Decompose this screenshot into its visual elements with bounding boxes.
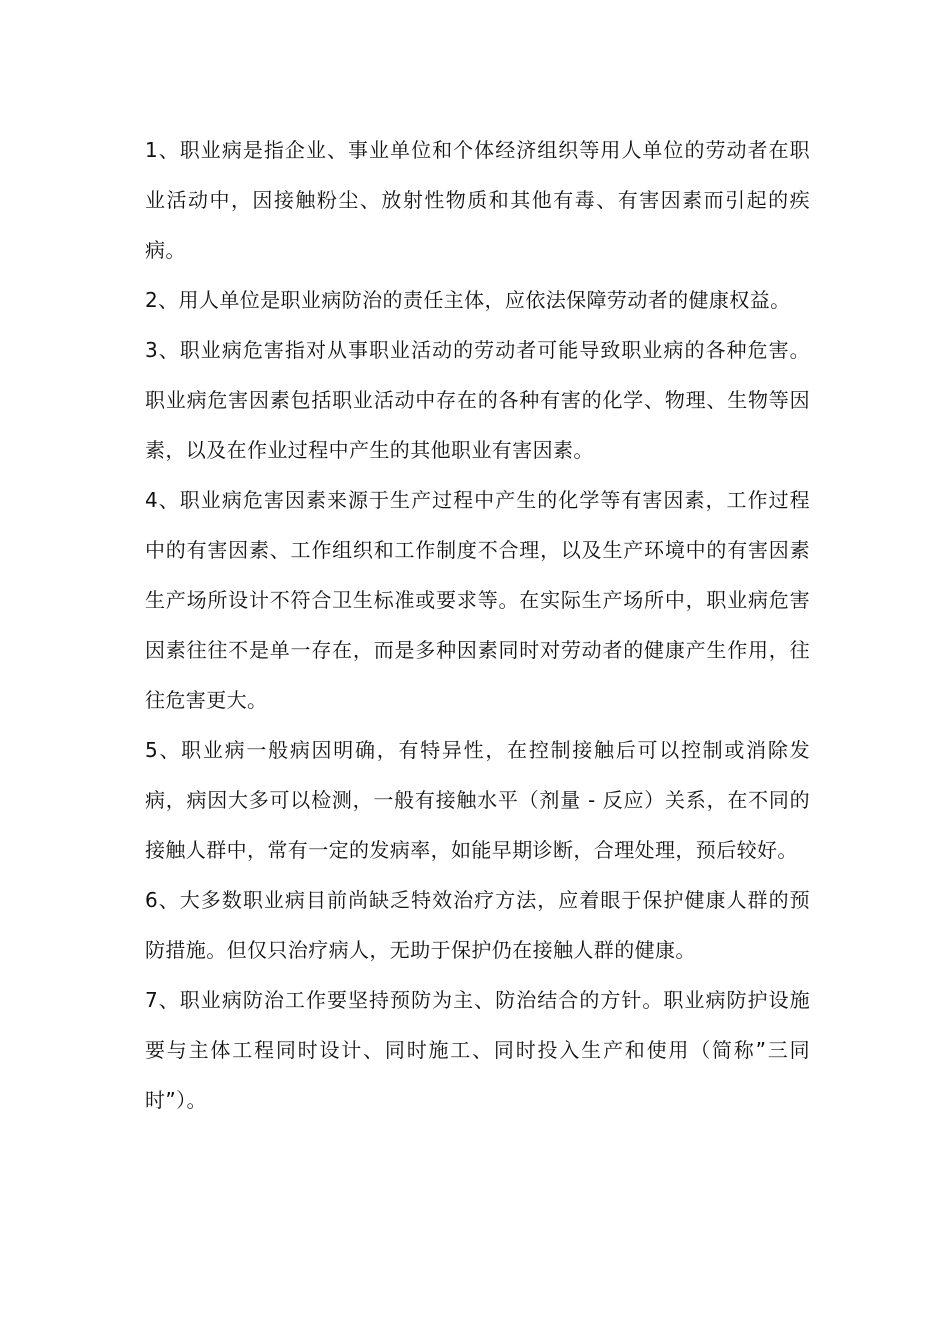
paragraph-4: 4、职业病危害因素来源于生产过程中产生的化学等有害因素，工作过程中的有害因素、工作组织和工作制度不合理，以及生产环境中的有害因素生产场所设计不符合卫生标准或要求等。在实际生产场所中，职业病危害因素往往不是单一存在，而是多种因素同时对劳动者的健康产生作用，往往危害更大。 [145,488,810,712]
paragraph-1: 1、职业病是指企业、事业单位和个体经济组织等用人单位的劳动者在职业活动中，因接触粉尘、放射性物质和其他有毒、有害因素而引起的疾病。 [145,138,810,262]
paragraph-6: 6、大多数职业病目前尚缺乏特效治疗方法，应着眼于保护健康人群的预防措施。但仅只治疗病人，无助于保护仍在接触人群的健康。 [145,888,810,962]
document-body [145,125,810,1125]
paragraph-7: 7、职业病防治工作要坚持预防为主、防治结合的方针。职业病防护设施要与主体工程同时设计、同时施工、同时投入生产和使用（简称”三同时”）。 [145,988,810,1112]
paragraph-5: 5、职业病一般病因明确，有特异性，在控制接触后可以控制或消除发病，病因大多可以检测，一般有接触水平（剂量 - 反应）关系，在不同的接触人群中，常有一定的发病率，如能早期诊断，合理处理，预后较好。 [145,738,810,862]
paragraph-3: 3、职业病危害指对从事职业活动的劳动者可能导致职业病的各种危害。职业病危害因素包括职业活动中存在的各种有害的化学、物理、生物等因素，以及在作业过程中产生的其他职业有害因素。 [145,338,810,462]
paragraph-2: 2、用人单位是职业病防治的责任主体，应依法保障劳动者的健康权益。 [145,288,791,312]
